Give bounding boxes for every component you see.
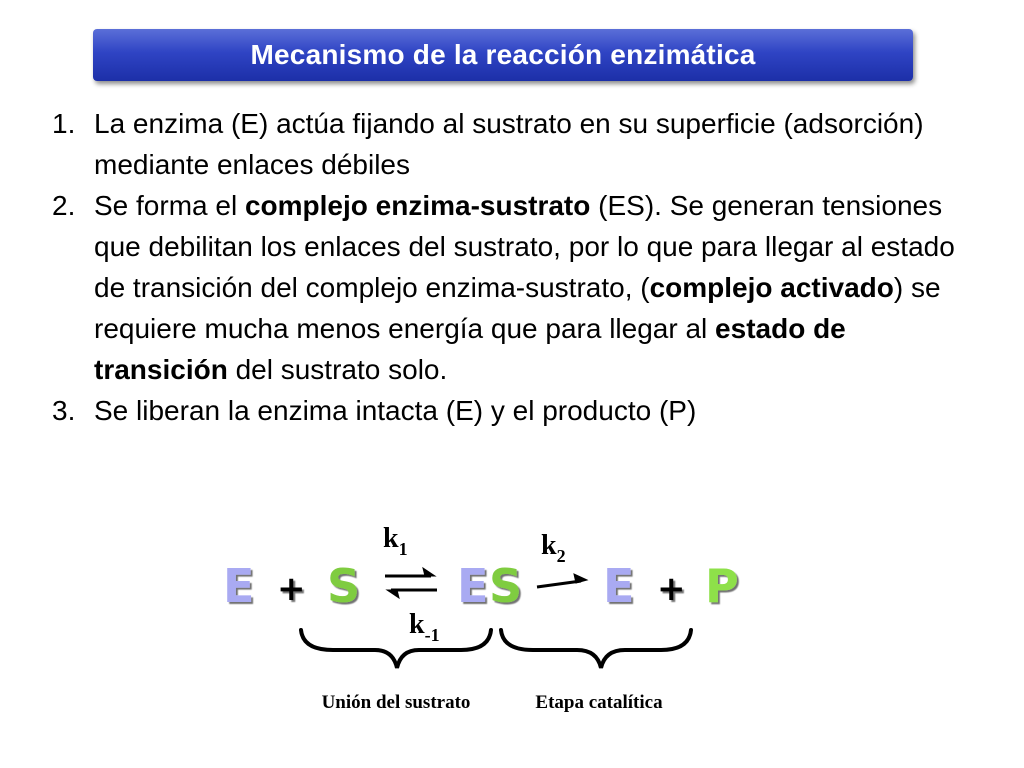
complex-substrate-symbol: S — [489, 559, 523, 613]
rate-constant-k2: $k_2$ — [541, 530, 566, 566]
binding-phase-label: Unión del sustrato — [321, 692, 471, 713]
step-text-run: (ES). Se generan tensiones que debilitan los enlaces del sustrato, por lo que para llegar al estado de transición del complejo enzima-sustrato, ( — [94, 190, 955, 303]
catalytic-phase-brace — [501, 630, 691, 668]
step-item — [52, 390, 982, 431]
released-enzyme-symbol: E — [603, 559, 635, 613]
step-number: 2. — [52, 190, 76, 221]
steps-list — [52, 103, 982, 431]
substrate-symbol: S — [327, 559, 361, 613]
step-text-run: ) se requiere mucha menos energía que para llegar al — [94, 272, 941, 344]
step-text — [94, 390, 696, 431]
forward-arrow-icon — [537, 574, 587, 587]
step-text — [94, 103, 982, 185]
plus-sign: + — [277, 569, 306, 609]
step-emphasis: complejo enzima-sustrato — [244, 190, 591, 221]
equilibrium-arrows-icon — [385, 568, 437, 598]
complex-enzyme-symbol: E — [457, 559, 489, 613]
catalytic-phase-label: Etapa catalítica — [535, 692, 663, 713]
product-symbol: P — [705, 559, 739, 613]
rate-constant-k1: $k_1$ — [383, 523, 408, 559]
rate-constant-k-minus-1: $k_{-1}$ — [409, 609, 440, 645]
step-text-run: Se liberan la enzima intacta (E) y el producto (P) — [94, 395, 697, 426]
step-item — [52, 185, 982, 390]
plus-sign-2: + — [657, 569, 686, 609]
step-item — [52, 103, 982, 185]
step-text-run: Se forma el — [94, 190, 245, 221]
enzyme-symbol: E — [223, 559, 255, 613]
step-text — [94, 185, 982, 390]
step-text-run: La enzima (E) actúa fijando al sustrato en su superficie (adsorción) mediante enlaces débiles — [94, 108, 924, 180]
step-text-run: del sustrato solo. — [227, 354, 448, 385]
step-emphasis: complejo activado — [649, 272, 894, 303]
binding-phase-brace — [301, 630, 491, 668]
step-number: 1. — [52, 108, 76, 139]
title-banner — [93, 29, 913, 81]
step-number: 3. — [52, 395, 76, 426]
slide-title: Mecanismo de la reacción enzimática — [250, 39, 756, 70]
reaction-diagram — [215, 510, 775, 725]
step-emphasis: estado de transición — [94, 313, 846, 385]
